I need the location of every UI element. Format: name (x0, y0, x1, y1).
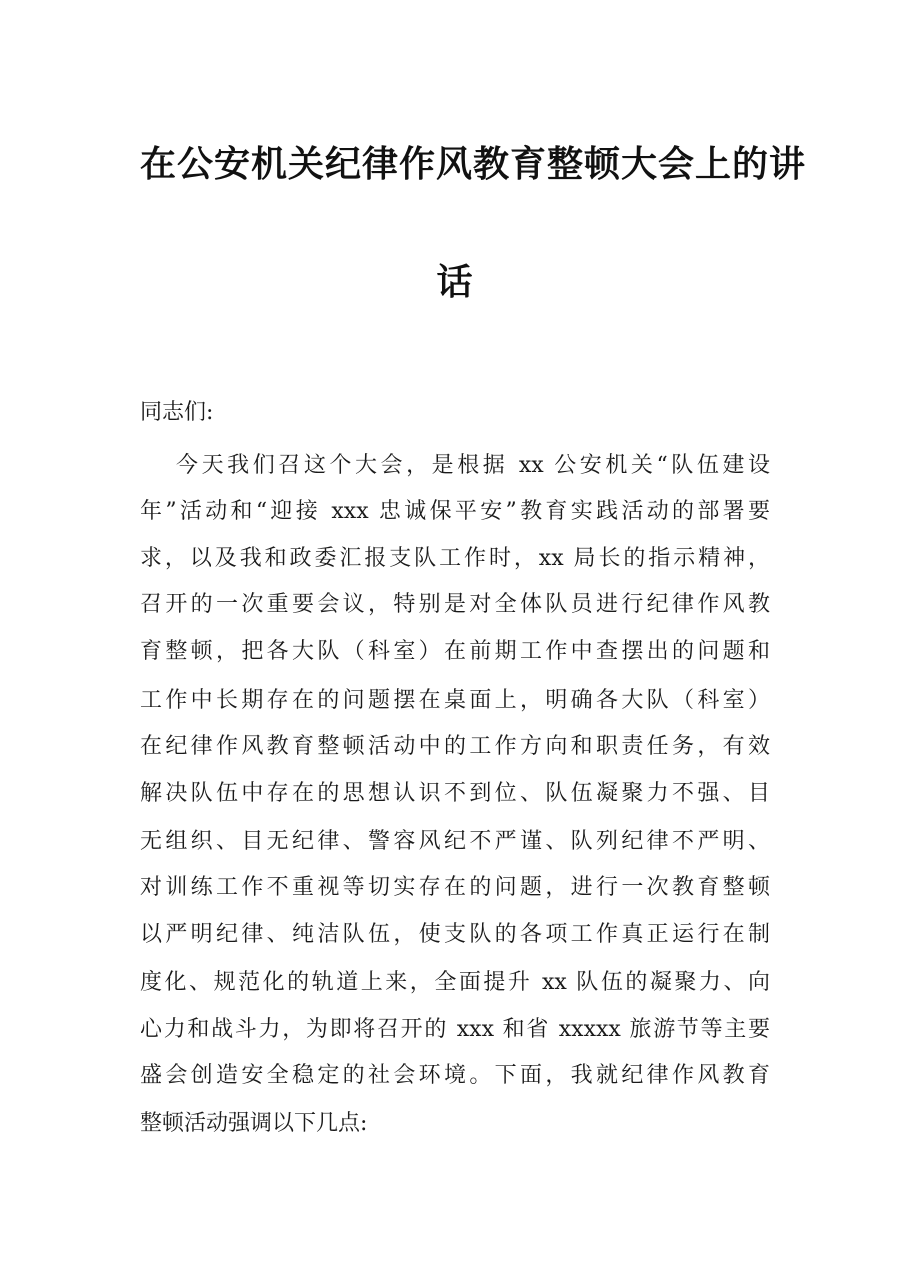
paragraph-line: 求，以及我和政委汇报支队工作时，xx 局长的指示精神， (140, 546, 770, 571)
paragraph-line: 育整顿，把各大队（科室）在前期工作中查摆出的问题和 (140, 639, 770, 664)
paragraph-line: 在纪律作风教育整顿活动中的工作方向和职责任务，有效 (140, 734, 770, 759)
paragraph-line: 度化、规范化的轨道上来，全面提升 xx 队伍的凝聚力、向 (140, 970, 770, 995)
paragraph-line: 整顿活动强调以下几点: (140, 1111, 368, 1136)
paragraph-line: 今天我们召这个大会，是根据 xx 公安机关“队伍建设 (176, 453, 770, 478)
document-title-line-1: 在公安机关纪律作风教育整顿大会上的讲 (140, 143, 807, 185)
paragraph-line: 对训练工作不重视等切实存在的问题，进行一次教育整顿 (140, 875, 770, 900)
paragraph-line: 以严明纪律、纯洁队伍，使支队的各项工作真正运行在制 (140, 922, 770, 947)
paragraph-line: 无组织、目无纪律、警容风纪不严谨、队列纪律不严明、 (140, 829, 770, 854)
document-title-line-2: 话 (436, 261, 474, 303)
salutation: 同志们: (140, 400, 214, 425)
paragraph-line: 年”活动和“迎接 xxx 忠诚保平安”教育实践活动的部署要 (140, 499, 770, 524)
paragraph-line: 工作中长期存在的问题摆在桌面上，明确各大队（科室） (140, 688, 770, 713)
paragraph-line: 召开的一次重要会议，特别是对全体队员进行纪律作风教 (140, 592, 770, 617)
paragraph-line: 心力和战斗力，为即将召开的 xxx 和省 xxxxx 旅游节等主要 (140, 1017, 770, 1042)
paragraph-line: 盛会创造安全稳定的社会环境。下面，我就纪律作风教育 (140, 1063, 770, 1088)
paragraph-line: 解决队伍中存在的思想认识不到位、队伍凝聚力不强、目 (140, 781, 770, 806)
